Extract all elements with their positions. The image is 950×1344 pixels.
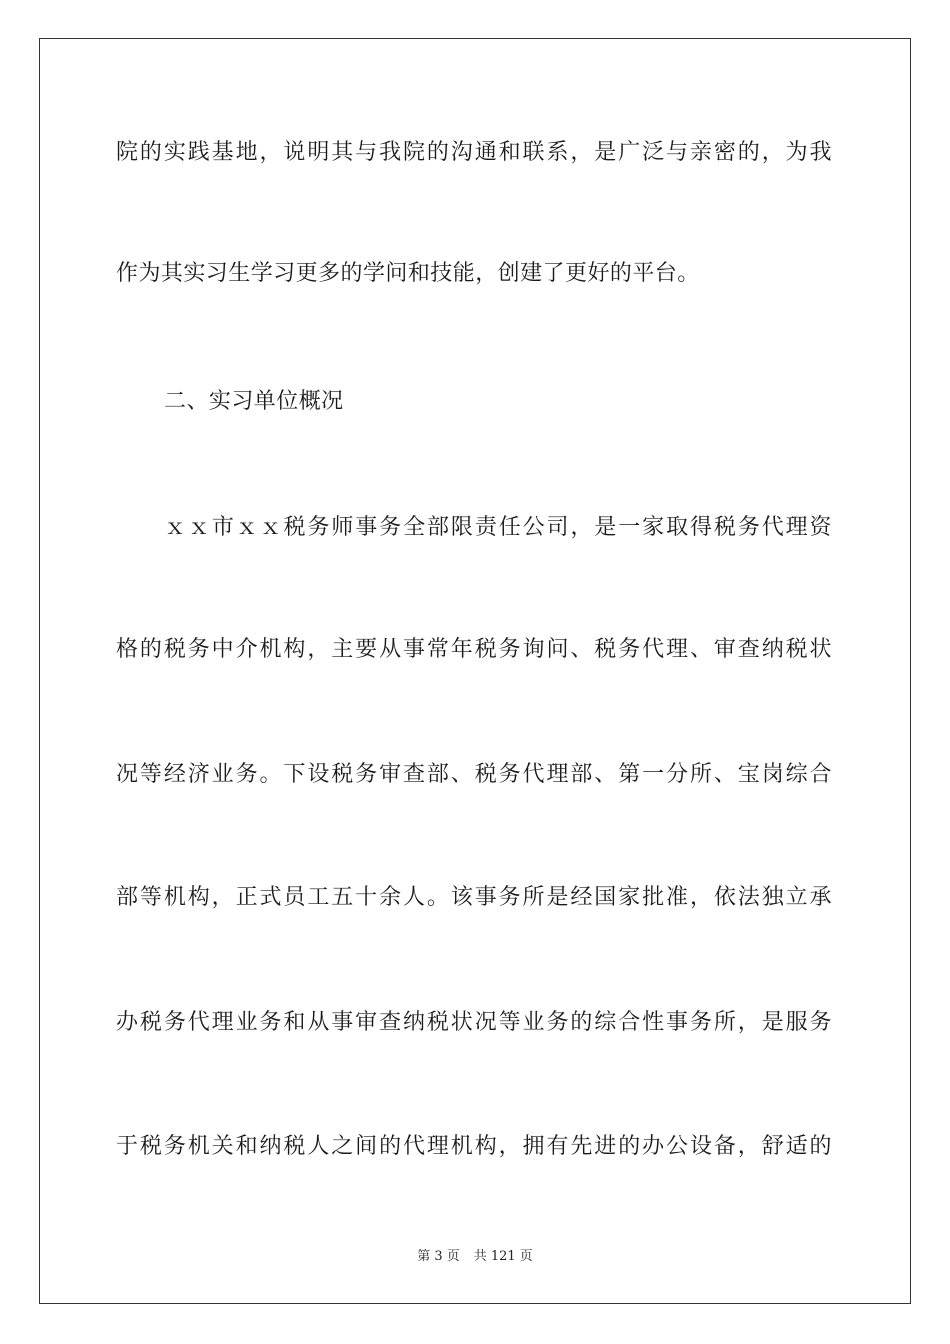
body-line-2: 作为其实习生学习更多的学问和技能，创建了更好的平台。 [116,261,700,286]
body-line-5: 格的税务中介机构，主要从事常年税务询问、税务代理、审查纳税状 [116,637,832,662]
body-line-6: 况等经济业务。下设税务审查部、税务代理部、第一分所、宝岗综合 [116,762,832,787]
body-line-8: 办税务代理业务和从事审查纳税状况等业务的综合性事务所，是服务 [116,1010,832,1035]
page-footer [0,1248,950,1266]
page-number: 第 3 页 [417,1249,460,1264]
page-total: 共 121 页 [473,1249,533,1264]
body-line-9: 于税务机关和纳税人之间的代理机构，拥有先进的办公设备，舒适的 [116,1134,832,1159]
body-line-1: 院的实践基地，说明其与我院的沟通和联系，是广泛与亲密的，为我 [116,140,832,165]
page-border [39,38,911,1304]
body-line-4: ｘｘ市ｘｘ税务师事务全部限责任公司，是一家取得税务代理资 [164,515,832,540]
body-line-7: 部等机构，正式员工五十余人。该事务所是经国家批准，依法独立承 [116,885,832,910]
section-heading: 二、实习单位概况 [164,389,344,414]
